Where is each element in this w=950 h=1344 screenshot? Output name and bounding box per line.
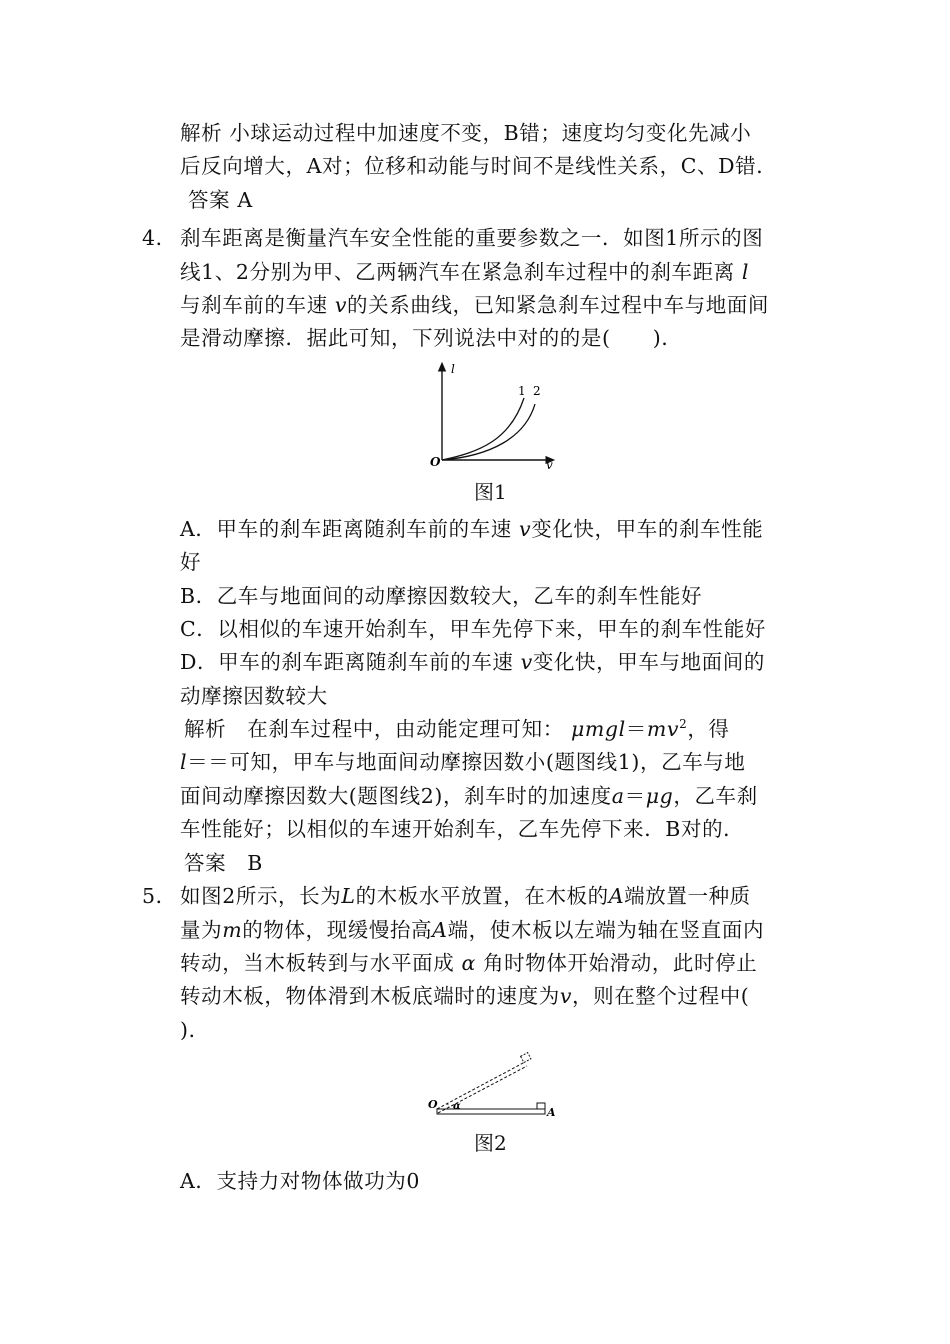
q4-solution-line-2: l＝＝可知，甲车与地面间动摩擦因数小(题图线1)，乙车与地 — [180, 750, 746, 774]
figure-1 — [425, 360, 565, 475]
prev-answer: 答案 A — [188, 188, 253, 212]
x-axis-label: v — [546, 458, 553, 472]
q4-option-d: D．甲车的刹车距离随刹车前的车速 v变化快，甲车与地面间的 — [180, 650, 765, 674]
block-tilted — [521, 1053, 531, 1063]
board-tilted — [437, 1062, 527, 1113]
q4-solution-line-3: 面间动摩擦因数大(题图线2)，刹车时的加速度a＝μg，乙车刹 — [180, 784, 758, 808]
figure-2 — [425, 1050, 565, 1125]
prev-solution-line-1: 解析 小球运动过程中加速度不变，B错；速度均匀变化先减小 — [180, 121, 752, 145]
q4-stem-line-1: 刹车距离是衡量汽车安全性能的重要参数之一．如图1所示的图 — [180, 226, 764, 250]
q5-number: 5． — [142, 884, 177, 908]
q5-stem-line-3: 转动，当木板转到与水平面成 α 角时物体开始滑动，此时停止 — [180, 951, 758, 975]
q4-option-c: C．以相似的车速开始刹车，甲车先停下来，甲车的刹车性能好 — [180, 617, 766, 641]
q4-solution-line-1: 解析 在刹车过程中，由动能定理可知： $\mu mgl=mv^2$，得 — [184, 717, 730, 741]
figure-1-caption: 图1 — [474, 480, 507, 504]
q4-option-d-cont: 动摩擦因数较大 — [180, 684, 328, 708]
figure-2-caption: 图2 — [474, 1131, 507, 1155]
block-horizontal — [537, 1103, 545, 1109]
q4-solution-line-4: 车性能好；以相似的车速开始刹车，乙车先停下来．B对的． — [180, 817, 745, 841]
q4-option-a-cont: 好 — [180, 550, 202, 574]
q5-stem-line-1: 如图2所示，长为L的木板水平放置，在木板的A端放置一种质 — [180, 884, 751, 908]
var-v: v — [334, 293, 348, 317]
q5-option-a: A．支持力对物体做功为0 — [180, 1169, 421, 1193]
end-label: A — [547, 1106, 556, 1119]
q4-answer: 答案 B — [184, 851, 263, 875]
prev-solution-line-2: 后反向增大，A对；位移和动能与时间不是线性关系，C、D错． — [180, 154, 778, 178]
q4-option-b: B．乙车与地面间的动摩擦因数较大，乙车的刹车性能好 — [180, 584, 703, 608]
q5-stem-line-2: 量为m的物体，现缓慢抬高A端，使木板以左端为轴在竖直面内 — [180, 918, 765, 942]
q4-number: 4． — [142, 226, 177, 250]
var-l: l — [741, 260, 750, 284]
q4-option-a: A．甲车的刹车距离随刹车前的车速 v变化快，甲车的刹车性能 — [180, 517, 764, 541]
q4-stem-line-4: 是滑动摩擦．据此可知，下列说法中对的的是( )． — [180, 326, 683, 350]
q4-stem-line-3: 与刹车前的车速 v的关系曲线，已知紧急刹车过程中车与地面间 — [180, 293, 770, 317]
curve-1 — [442, 398, 524, 460]
q5-stem-line-5: )． — [180, 1018, 210, 1042]
q5-stem-line-4: 转动木板，物体滑到木板底端时的速度为v，则在整个过程中( — [180, 984, 750, 1008]
origin-label: O — [430, 455, 441, 469]
angle-label: α — [453, 1101, 461, 1112]
q4-stem-line-2: 线1、2分别为甲、乙两辆汽车在紧急刹车过程中的刹车距离 l — [180, 260, 750, 284]
curve-1-label: 1 — [518, 384, 526, 398]
curve-2-label: 2 — [533, 384, 541, 398]
pivot-label: O — [428, 1098, 438, 1111]
y-axis-label: l — [451, 362, 455, 376]
curve-2 — [442, 404, 535, 460]
